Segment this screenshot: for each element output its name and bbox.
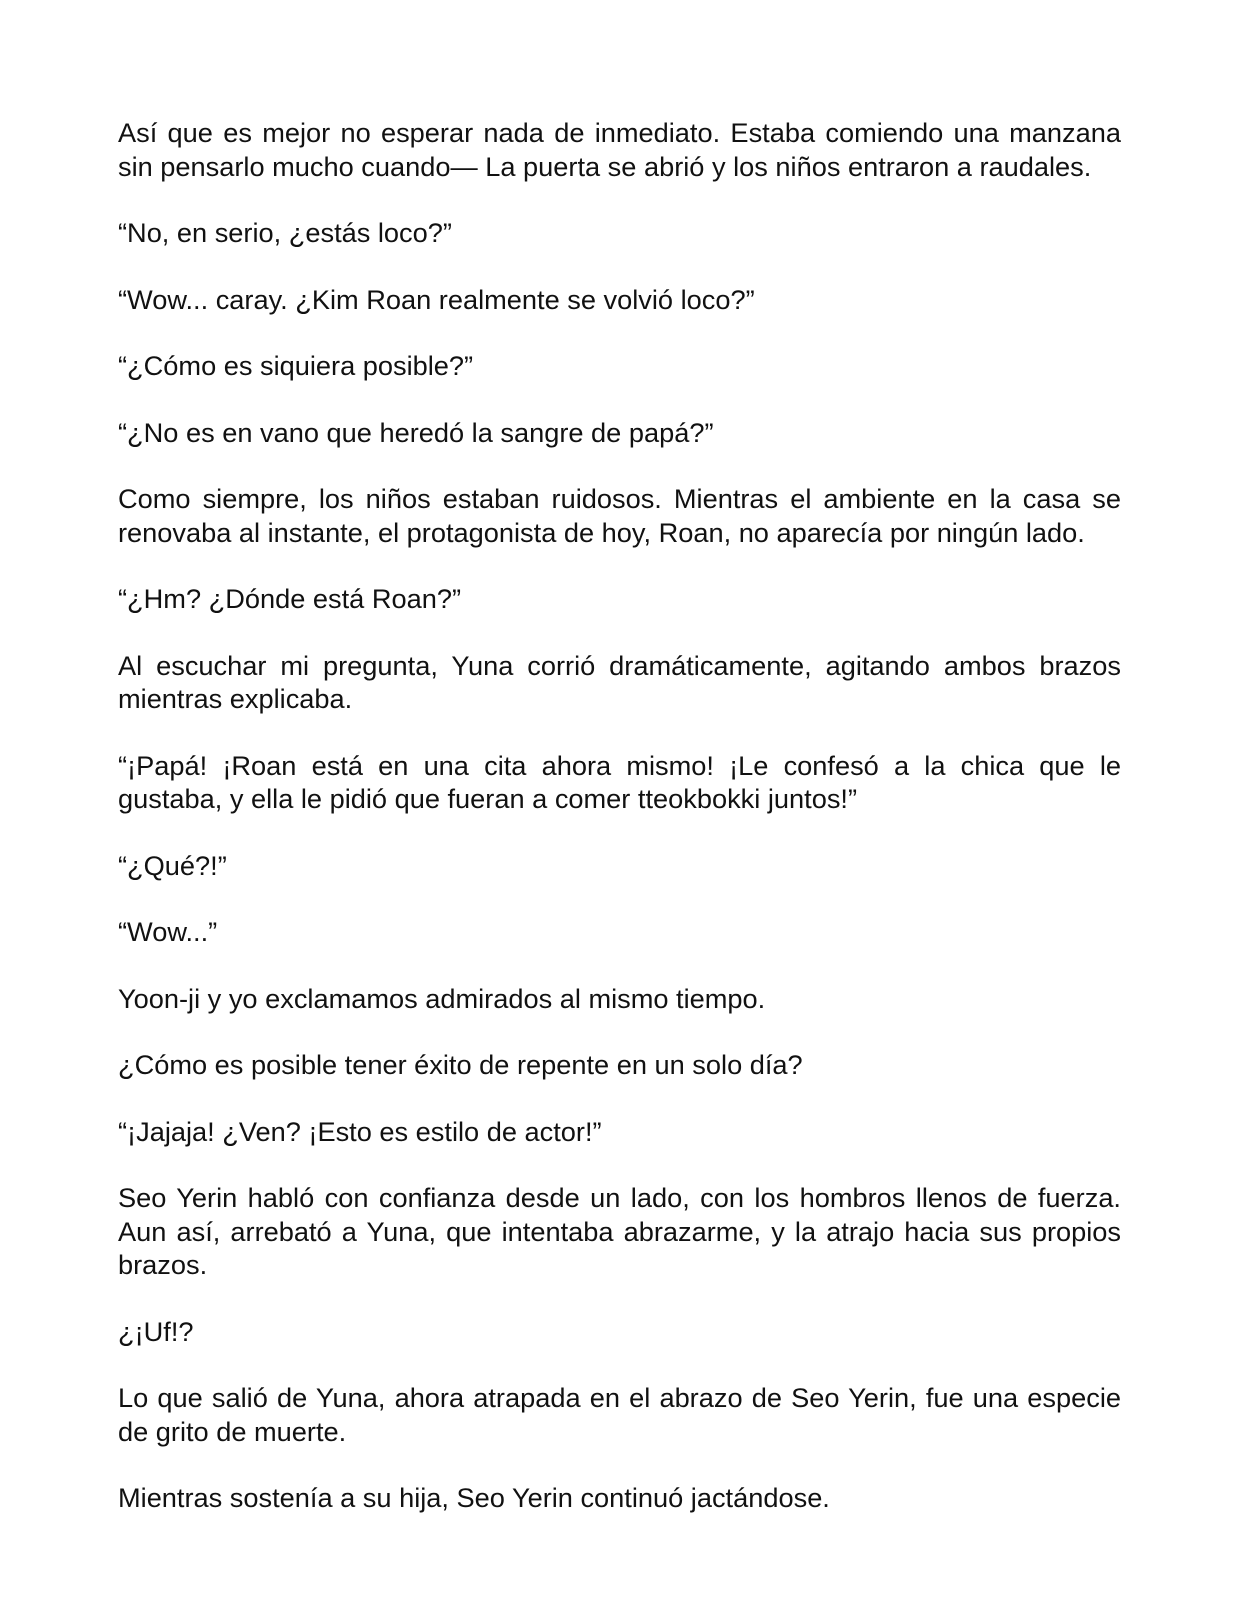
paragraph: Yoon-ji y yo exclamamos admirados al mismo tiempo. xyxy=(118,982,766,1014)
paragraph: Lo que salió de Yuna, ahora atrapada en el abrazo de Seo Yerin, fue una especie de grito de muerte. xyxy=(118,1382,1121,1447)
paragraph: ¿Cómo es posible tener éxito de repente en un solo día? xyxy=(118,1049,803,1080)
paragraph: “¿Cómo es siquiera posible?” xyxy=(118,350,474,381)
paragraph: Seo Yerin habló con confianza desde un lado, con los hombros llenos de fuerza. Aun así, arrebató a Yuna, que intentaba abrazarme, y la atrajo hacia sus propios brazos. xyxy=(118,1182,1121,1280)
paragraph: Mientras sostenía a su hija, Seo Yerin continuó jactándose. xyxy=(118,1482,830,1513)
paragraph: “Wow...” xyxy=(118,916,218,947)
paragraph: “¿Qué?!” xyxy=(118,849,227,881)
paragraph: “Wow... caray. ¿Kim Roan realmente se volvió loco?” xyxy=(118,283,755,315)
paragraph: Como siempre, los niños estaban ruidosos. Mientras el ambiente en la casa se renovaba al instante, el protagonista de hoy, Roan, no aparecía por ningún lado. xyxy=(118,483,1121,548)
paragraph: “No, en serio, ¿estás loco?” xyxy=(118,217,452,248)
paragraph: Al escuchar mi pregunta, Yuna corrió dramáticamente, agitando ambos brazos mientras explicaba. xyxy=(118,649,1121,714)
paragraph: Así que es mejor no esperar nada de inmediato. Estaba comiendo una manzana sin pensarlo mucho cuando— La puerta se abrió y los niños entraron a raudales. xyxy=(118,117,1121,182)
paragraph: “¡Papá! ¡Roan está en una cita ahora mismo! ¡Le confesó a la chica que le gustaba, y ella le pidió que fueran a comer tteokbokki juntos!” xyxy=(118,749,1121,814)
paragraph: “¿No es en vano que heredó la sangre de papá?” xyxy=(118,416,714,448)
paragraph: “¿Hm? ¿Dónde está Roan?” xyxy=(118,583,462,614)
paragraph: “¡Jajaja! ¿Ven? ¡Esto es estilo de actor!” xyxy=(118,1115,602,1147)
document-page xyxy=(118,116,1121,1548)
paragraph: ¿¡Uf!? xyxy=(118,1315,194,1347)
